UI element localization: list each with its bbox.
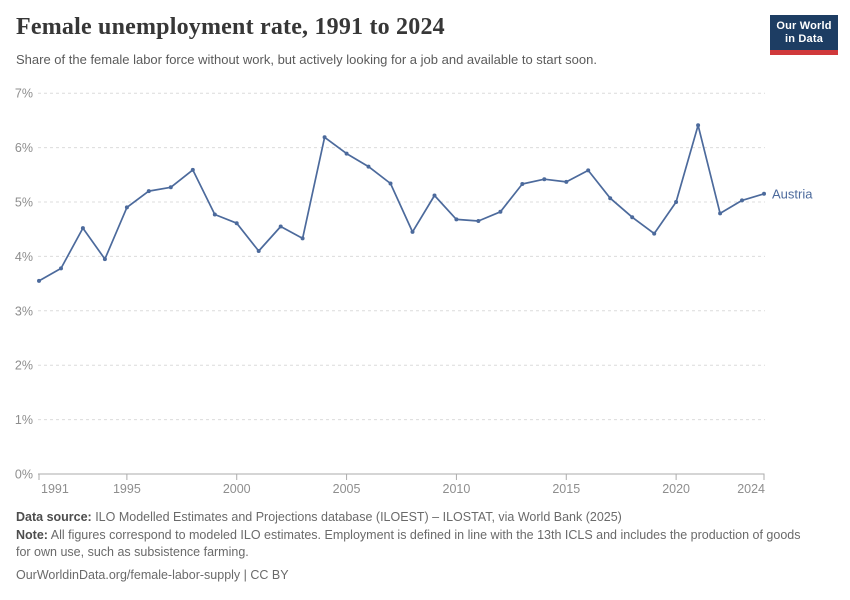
owid-logo-line2: in Data xyxy=(784,33,824,45)
data-point-2023 xyxy=(740,198,744,202)
data-source-text: ILO Modelled Estimates and Projections database (ILOEST) – ILOSTAT, via World Bank (2025) xyxy=(91,510,622,524)
data-source-line xyxy=(16,509,806,526)
page-title: Female unemployment rate, 1991 to 2024 xyxy=(16,14,445,40)
data-point-2020 xyxy=(674,200,678,204)
data-point-1998 xyxy=(191,168,195,172)
note-line xyxy=(16,527,806,561)
y-tick-label: 6% xyxy=(14,141,33,156)
data-point-2011 xyxy=(476,219,480,223)
x-tick-label: 2010 xyxy=(442,482,471,496)
data-point-2019 xyxy=(652,232,656,236)
y-tick-label: 3% xyxy=(14,304,33,319)
attribution-link: OurWorldinData.org/female-labor-supply | CC BY xyxy=(16,568,289,582)
data-point-1997 xyxy=(169,185,173,189)
data-point-2014 xyxy=(542,177,546,181)
data-point-2017 xyxy=(608,196,612,200)
data-point-2012 xyxy=(498,210,502,214)
data-point-1994 xyxy=(103,257,107,261)
data-point-1991 xyxy=(37,279,41,283)
data-point-2015 xyxy=(564,180,568,184)
data-point-2009 xyxy=(433,194,437,198)
data-point-2016 xyxy=(586,168,590,172)
chart-subtitle: Share of the female labor force without work, but actively looking for a job and available to start soon. xyxy=(16,52,597,67)
y-tick-label: 7% xyxy=(14,86,33,101)
data-point-2008 xyxy=(411,230,415,234)
data-point-2022 xyxy=(718,211,722,215)
data-source-label: Data source: xyxy=(16,510,92,524)
data-point-1995 xyxy=(125,205,129,209)
note-label: Note: xyxy=(16,528,48,542)
x-tick-label: 2000 xyxy=(222,482,251,496)
data-point-1996 xyxy=(147,189,151,193)
data-point-1992 xyxy=(59,266,63,270)
note-text: All figures correspond to modeled ILO estimates. Employment is defined in line with the 13th ICLS and includes the production of goods for own use, such as subsistence farming. xyxy=(16,528,801,559)
data-point-2005 xyxy=(345,152,349,156)
data-point-2000 xyxy=(235,221,239,225)
x-tick-label: 2005 xyxy=(332,482,361,496)
data-point-2004 xyxy=(323,135,327,139)
data-point-2006 xyxy=(367,165,371,169)
y-tick-label: 4% xyxy=(14,249,33,264)
series-line-austria xyxy=(39,125,764,281)
owid-logo-line1: Our World xyxy=(776,20,832,32)
data-point-2024 xyxy=(762,192,766,196)
x-tick-label: 2015 xyxy=(552,482,581,496)
x-tick-label: 2024 xyxy=(737,482,765,496)
y-tick-label: 0% xyxy=(14,467,33,482)
y-tick-label: 5% xyxy=(14,195,33,210)
data-point-1993 xyxy=(81,226,85,230)
chart-footer xyxy=(16,509,806,584)
data-point-2021 xyxy=(696,123,700,127)
data-point-1999 xyxy=(213,213,217,217)
x-tick-label: 2020 xyxy=(662,482,691,496)
series-label-austria: Austria xyxy=(772,186,813,202)
data-point-2001 xyxy=(257,249,261,253)
data-point-2018 xyxy=(630,215,634,219)
y-tick-label: 1% xyxy=(14,413,33,428)
data-point-2003 xyxy=(301,236,305,240)
data-point-2010 xyxy=(454,217,458,221)
x-tick-label: 1995 xyxy=(112,482,141,496)
data-point-2002 xyxy=(279,225,283,229)
y-tick-label: 2% xyxy=(14,358,33,373)
x-tick-label: 1991 xyxy=(41,482,69,496)
data-point-2007 xyxy=(389,182,393,186)
data-point-2013 xyxy=(520,182,524,186)
